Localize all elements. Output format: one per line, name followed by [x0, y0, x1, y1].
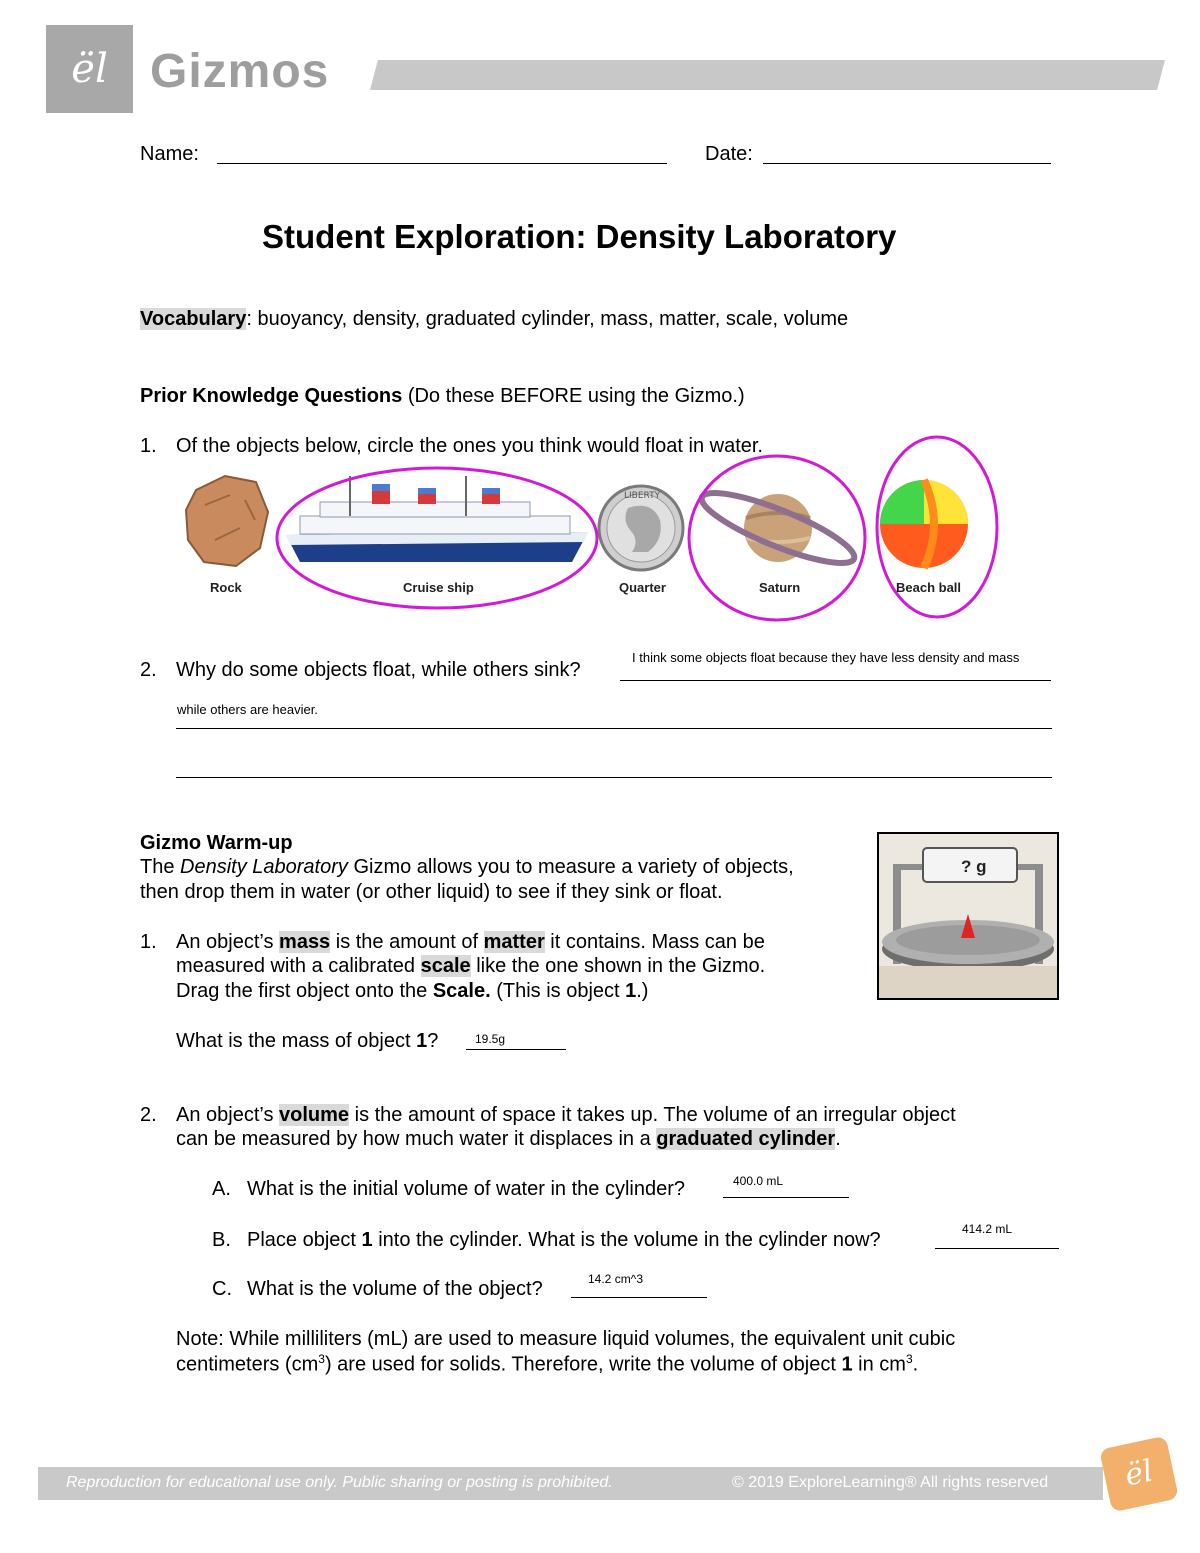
vocabulary-label: Vocabulary — [140, 308, 247, 330]
caption-quarter: Quarter — [619, 580, 666, 595]
vocabulary-line — [140, 308, 848, 331]
name-label: Name: — [140, 143, 199, 165]
prior-q2-answer-line2: while others are heavier. — [177, 702, 318, 717]
q1-part-h: .) — [636, 980, 649, 1002]
warmup-intro-line1 — [140, 856, 794, 879]
q2b-text-a: Place object — [247, 1229, 362, 1251]
saturn-image — [695, 481, 861, 576]
note-part-b: ) are used for solids. Therefore, write the volume of object — [324, 1353, 842, 1376]
prior-q2-answer-field-1[interactable] — [620, 680, 1051, 681]
q1-part-d: measured with a calibrated — [176, 955, 421, 977]
prior-q2-number: 2. — [140, 659, 157, 681]
footer-copyright: © 2019 ExploreLearning® All rights reserved — [732, 1474, 1049, 1491]
q2b-text — [247, 1229, 881, 1252]
q1-part-a: An object’s — [176, 931, 280, 953]
q2b-answer: 414.2 mL — [962, 1222, 1013, 1236]
q2-part-c: can be measured by how much water it displaces in a — [176, 1128, 657, 1150]
warmup-q1-number: 1. — [140, 931, 157, 953]
q2c-label: C. — [212, 1278, 232, 1300]
q2-part-b: is the amount of space it takes up. The volume of an irregular object — [349, 1104, 956, 1126]
prior-q2-text: Why do some objects float, while others sink? — [176, 659, 581, 681]
prior-heading-bold: Prior Knowledge Questions — [140, 385, 403, 407]
q2c-text: What is the volume of the object? — [247, 1278, 543, 1300]
term-graduated-cylinder: graduated cylinder — [656, 1128, 836, 1150]
mass-answer-field[interactable] — [466, 1049, 566, 1050]
prior-q2-answer-line1: I think some objects float because they have less density and mass — [632, 650, 1020, 665]
logo-glyph: ël — [71, 46, 108, 92]
q2a-answer-field[interactable] — [723, 1197, 849, 1198]
note-line1: Note: While milliliters (mL) are used to measure liquid volumes, the equivalent unit cubic — [176, 1328, 956, 1350]
q2b-label: B. — [212, 1229, 231, 1251]
warmup-q1-line2 — [176, 955, 765, 978]
prior-knowledge-heading — [140, 385, 745, 408]
header-bar — [370, 60, 1165, 90]
note-line2 — [176, 1352, 918, 1377]
warmup-intro-a: The — [140, 856, 181, 878]
prior-q2-answer-field-3[interactable] — [176, 777, 1052, 778]
caption-cruise-ship: Cruise ship — [403, 580, 474, 595]
date-field[interactable] — [763, 163, 1051, 164]
term-scale: scale — [420, 955, 471, 977]
date-label: Date: — [705, 143, 753, 165]
caption-beach-ball: Beach ball — [896, 580, 962, 595]
warmup-q1-line3 — [176, 980, 648, 1003]
note-part-a: centimeters (cm — [176, 1353, 319, 1376]
scale-readout: ? g — [961, 857, 987, 876]
note-sup-1: 3 — [318, 1352, 325, 1366]
mass-answer: 19.5g — [475, 1032, 506, 1046]
vocabulary-terms: : buoyancy, density, graduated cylinder, mass, matter, scale, volume — [246, 308, 849, 330]
scale-screenshot — [877, 832, 1059, 1000]
caption-saturn: Saturn — [759, 580, 801, 595]
q1-part-f: Drag the first object onto the — [176, 980, 433, 1002]
warmup-intro-em: Density Laboratory — [180, 856, 348, 878]
warmup-q2-number: 2. — [140, 1104, 157, 1126]
q1-part-e: like the one shown in the Gizmo. — [470, 955, 766, 977]
prior-q2-answer-field-2[interactable] — [176, 728, 1052, 729]
footer-reproduction-notice: Reproduction for educational use only. Public sharing or posting is prohibited. — [66, 1474, 613, 1491]
gizmos-logo — [46, 25, 133, 113]
rock-image — [186, 476, 268, 566]
warmup-intro-line2: then drop them in water (or other liquid) to see if they sink or float. — [140, 881, 723, 903]
q2a-text: What is the initial volume of water in the cylinder? — [247, 1178, 685, 1200]
q2a-answer: 400.0 mL — [733, 1174, 784, 1188]
warmup-q1-question — [176, 1030, 438, 1053]
q1-question-one: 1 — [416, 1030, 428, 1052]
note-part-d: . — [912, 1353, 919, 1376]
term-mass: mass — [279, 931, 331, 953]
warmup-heading: Gizmo Warm-up — [140, 832, 293, 854]
q1-part-b: is the amount of — [330, 931, 484, 953]
q2c-answer-field[interactable] — [571, 1297, 707, 1298]
q2b-answer-field[interactable] — [935, 1248, 1059, 1249]
q2b-text-b: into the cylinder. What is the volume in the cylinder now? — [372, 1229, 881, 1251]
term-matter: matter — [483, 931, 545, 953]
q2b-object-one: 1 — [361, 1229, 373, 1251]
footer-logo — [1099, 1436, 1179, 1513]
quarter-text: LIBERTY — [624, 491, 661, 501]
warmup-q2-line2 — [176, 1128, 841, 1151]
q1-question-b: ? — [427, 1030, 439, 1052]
warmup-q2-line1 — [176, 1104, 956, 1127]
caption-rock: Rock — [210, 580, 242, 595]
footer-logo-glyph: ël — [1121, 1453, 1156, 1494]
q2-part-a: An object’s — [176, 1104, 280, 1126]
q1-object-one: 1 — [625, 980, 637, 1002]
cruise-ship-image — [286, 476, 588, 562]
brand-name: Gizmos — [150, 45, 330, 98]
quarter-image — [599, 486, 683, 570]
name-field[interactable] — [217, 163, 667, 164]
q1-question-a: What is the mass of object — [176, 1030, 417, 1052]
note-part-c: in cm — [852, 1353, 906, 1376]
prior-q1-text: Of the objects below, circle the ones you think would float in water. — [176, 435, 763, 457]
prior-heading-note: (Do these BEFORE using the Gizmo.) — [402, 385, 745, 407]
note-object-one: 1 — [841, 1353, 853, 1376]
q1-scale-bold: Scale. — [432, 980, 491, 1002]
prior-q1-number: 1. — [140, 435, 157, 457]
beach-ball-image — [880, 480, 968, 568]
q2a-label: A. — [212, 1178, 231, 1200]
objects-illustration — [170, 430, 1010, 630]
q1-part-g: (This is object — [490, 980, 626, 1002]
q2c-answer: 14.2 cm^3 — [588, 1272, 643, 1286]
term-volume: volume — [279, 1104, 350, 1126]
q1-part-c: it contains. Mass can be — [544, 931, 765, 953]
page-title: Student Exploration: Density Laboratory — [262, 218, 897, 255]
warmup-intro-b: Gizmo allows you to measure a variety of objects, — [347, 856, 794, 878]
note-sup-2: 3 — [905, 1352, 913, 1366]
warmup-q1-line1 — [176, 931, 765, 954]
q2-part-d: . — [835, 1128, 841, 1150]
